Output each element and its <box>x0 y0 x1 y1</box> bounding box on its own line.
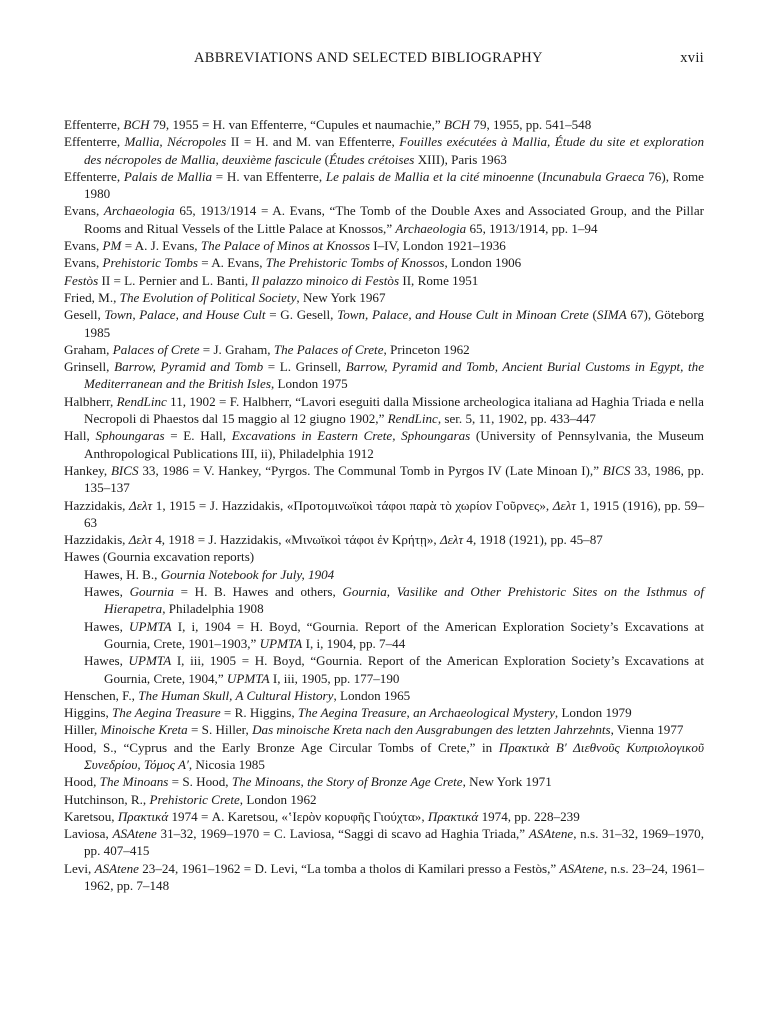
entry-text: ( <box>321 151 329 167</box>
entry-text: = A. J. Evans, <box>121 238 201 254</box>
entry-text: , n.s. 31–32, 1969–1970, pp. 407–415 <box>84 826 705 859</box>
entry-text: I, iii, 1905 = H. Boyd, “Gournia. Report of the American Exploration Society’s Excavations at Gournia, Crete, 1904,” <box>104 653 704 686</box>
entry-text: ( <box>588 307 597 323</box>
entry-italic-text: BCH <box>123 117 150 132</box>
entry-text: 65, 1913/1914 = A. Evans, “The Tomb of the Double Axes and Associated Group, and the Pillar Rooms and Ritual Vessels of the Little Palace at Knossos,” <box>84 203 704 236</box>
entry-text: , Vienna 1977 <box>610 722 684 738</box>
entry-text: Hutchinson, R., <box>64 791 150 807</box>
entry-text: Halbherr, <box>64 393 117 409</box>
bibliography-entry <box>64 704 704 721</box>
entry-italic-text: ASAtene <box>94 860 139 876</box>
entry-italic-text: RendLinc <box>116 393 167 409</box>
entry-text: Hawes (Gournia excavation reports) <box>64 549 255 565</box>
entry-text: Laviosa, <box>64 826 113 842</box>
entry-text: I, i, 1904, pp. 7–44 <box>302 635 406 651</box>
bibliography-subentry <box>64 583 704 618</box>
bibliography-entry <box>64 825 704 860</box>
bibliography-entry <box>64 133 704 168</box>
entry-text: 1, 1915 (1916), pp. 59–63 <box>84 497 704 530</box>
entry-italic-text: Archaeologia <box>395 220 467 236</box>
entry-text: 33, 1986 = V. Hankey, “Pyrgos. The Communal Tomb in Pyrgos IV (Late Minoan I),” <box>138 462 603 478</box>
entry-text: Evans, <box>64 238 103 254</box>
entry-italic-text: Das minoische Kreta nach den Ausgrabungen des letzten Jahrzehnts <box>252 722 611 738</box>
entry-text: , London 1979 <box>554 705 632 721</box>
entry-text: , Nicosia 1985 <box>188 756 265 772</box>
entry-italic-text: The Aegina Treasure <box>112 705 221 721</box>
bibliography-entry <box>64 739 704 774</box>
bibliography-subentry <box>64 566 704 583</box>
entry-text: 1974 = A. Karetsou, «ʽΙερὸν κορυφῆς Γιούχτα», <box>168 808 428 824</box>
bibliography-entry <box>64 306 704 341</box>
entry-italic-text: The Minoans <box>99 774 169 790</box>
entry-text: II = H. and M. van Effenterre, <box>226 134 400 150</box>
entry-text: Higgins, <box>64 705 113 721</box>
entry-italic-text: Δελτ <box>552 497 576 513</box>
entry-italic-text: Πρακτικά <box>117 808 169 824</box>
entry-text: Hood, S., “Cyprus and the Early Bronze Age Circular Tombs of Crete,” in <box>64 739 499 755</box>
entry-italic-text: Barrow, Pyramid and Tomb, Ancient Burial Customs in Egypt, the Mediterranean and the British Isles <box>84 359 705 392</box>
entry-text: 79, 1955 = H. van Effenterre, “Cupules et naumachie,” <box>149 117 444 132</box>
page-number: xvii <box>680 50 704 66</box>
entry-italic-text: Δελτ <box>129 497 153 513</box>
entry-italic-text: PM <box>102 238 122 254</box>
entry-text: , London 1975 <box>270 376 348 392</box>
entry-italic-text: Excavations in Eastern Crete, Sphoungaras <box>231 428 471 444</box>
entry-text: 65, 1913/1914, pp. 1–94 <box>466 220 598 236</box>
entry-text: Hawes, H. B., <box>84 566 161 582</box>
entry-italic-text: UPMTA <box>226 670 270 686</box>
entry-italic-text: Le palais de Mallia et la cité minoenne <box>325 168 534 184</box>
entry-text: Evans, <box>64 203 104 219</box>
entry-italic-text: Festòs <box>64 272 99 288</box>
entry-text: I, i, 1904 = H. Boyd, “Gournia. Report of the American Exploration Society’s Excavations at Gournia, Crete, 1901–1903,” <box>104 618 704 651</box>
entry-text: Hazzidakis, <box>64 497 130 513</box>
bibliography-entry <box>64 791 704 808</box>
entry-text: = A. Evans, <box>197 255 266 271</box>
entry-italic-text: Barrow, Pyramid and Tomb <box>114 359 264 375</box>
entry-text: XIII), Paris 1963 <box>414 151 507 167</box>
entry-italic-text: Gournia <box>129 584 174 600</box>
entry-italic-text: The Minoans, the Story of Bronze Age Crete <box>231 774 463 790</box>
entry-text: = G. Gesell, <box>265 307 338 323</box>
entry-italic-text: Mallia, Nécropoles <box>124 134 227 150</box>
entry-text: Evans, <box>64 255 103 271</box>
entry-text: , n.s. 23–24, 1961–1962, pp. 7–148 <box>84 860 704 894</box>
entry-italic-text: Πρακτικὰ Β′ Διεθνοῦς Κυπριολογικοῦ Συνεδρίου, Τόμος Α′ <box>84 739 704 772</box>
entry-text: 33, 1986, pp. 135–137 <box>84 462 704 496</box>
bibliography-list <box>64 116 704 894</box>
entry-italic-text: Archaeologia <box>103 203 175 219</box>
entry-italic-text: Town, Palace, and House Cult in Minoan Crete <box>337 307 589 323</box>
entry-text: (University of Pennsylvania, the Museum Anthropological Publications III, ii), Philadelphia 1912 <box>84 428 704 461</box>
entry-text: Hawes, <box>84 618 129 634</box>
entry-italic-text: UPMTA <box>128 618 172 634</box>
entry-text: 23–24, 1961–1962 = D. Levi, “La tomba a tholos di Kamilari presso a Festòs,” <box>138 860 560 876</box>
entry-italic-text: Δελτ <box>128 532 152 548</box>
entry-text: Hazzidakis, <box>64 532 129 548</box>
entry-text: = L. Grinsell, <box>263 359 346 375</box>
entry-italic-text: ASAtene <box>559 860 604 876</box>
entry-text: Effenterre, <box>64 168 124 184</box>
entry-text: 31–32, 1969–1970 = C. Laviosa, “Saggi di scavo ad Haghia Triada,” <box>156 826 529 842</box>
entry-text: 67), Göteborg 1985 <box>84 307 705 340</box>
bibliography-entry <box>64 358 704 393</box>
entry-text: Hawes, <box>84 584 130 600</box>
entry-text: , London 1906 <box>444 255 522 271</box>
entry-italic-text: The Aegina Treasure, an Archaeological Mystery <box>297 705 555 721</box>
entry-text: Gesell, <box>64 307 105 323</box>
entry-text: Hood, <box>64 774 100 790</box>
entry-italic-text: Études crétoises <box>328 151 415 167</box>
entry-italic-text: RendLinc <box>387 411 438 427</box>
bibliography-entry <box>64 237 704 254</box>
bibliography-entry <box>64 462 704 497</box>
entry-text: Graham, <box>64 341 113 357</box>
entry-italic-text: Gournia, Vasilike and Other Prehistoric Sites on the Isthmus of Hierapetra <box>104 584 704 617</box>
entry-italic-text: BCH <box>443 117 471 132</box>
entry-italic-text: UPMTA <box>128 653 172 669</box>
entry-italic-text: Prehistoric Tombs <box>102 255 198 271</box>
entry-italic-text: Palaces of Crete <box>112 341 200 357</box>
entry-text: 79, 1955, pp. 541–548 <box>470 117 592 132</box>
bibliography-entry <box>64 687 704 704</box>
entry-text: = S. Hiller, <box>187 722 253 738</box>
entry-italic-text: BICS <box>602 462 631 478</box>
entry-text: , New York 1967 <box>296 289 386 305</box>
entry-text: Grinsell, <box>64 359 115 375</box>
entry-text: 4, 1918 = J. Hazzidakis, «Μινωϊκοὶ τάφοι ἐν Κρήτῃ», <box>151 532 440 548</box>
entry-italic-text: Πρακτικά <box>427 808 479 824</box>
entry-text: = E. Hall, <box>164 428 232 444</box>
entry-text: , Philadelphia 1908 <box>162 601 264 617</box>
bibliography-subentry <box>64 652 704 687</box>
entry-text: I, iii, 1905, pp. 177–190 <box>269 670 400 686</box>
bibliography-subentry <box>64 618 704 653</box>
entry-italic-text: BICS <box>110 462 139 478</box>
entry-text: II, Rome 1951 <box>399 272 479 288</box>
entry-text: = H. van Effenterre, <box>212 168 326 184</box>
entry-italic-text: ASAtene <box>528 826 574 842</box>
bibliography-entry <box>64 773 704 790</box>
entry-text: Fried, M., <box>64 289 120 305</box>
entry-italic-text: The Prehistoric Tombs of Knossos <box>265 255 445 271</box>
entry-italic-text: UPMTA <box>259 635 303 651</box>
entry-text: Hawes, <box>84 653 129 669</box>
entry-italic-text: The Palaces of Crete <box>273 341 384 357</box>
entry-italic-text: SIMA <box>596 307 627 323</box>
bibliography-entry <box>64 808 704 825</box>
entry-text: 1, 1915 = J. Hazzidakis, «Προτομινωϊκοὶ τάφοι παρὰ τὸ χωρίον Γοῦρνες», <box>152 497 553 513</box>
entry-italic-text: Prehistoric Crete <box>149 791 240 807</box>
bibliography-entry <box>64 860 704 895</box>
bibliography-entry <box>64 341 704 358</box>
entry-text: = J. Graham, <box>199 341 274 357</box>
entry-italic-text: Fouilles exécutées à Mallia, Étude du site et exploration des nécropoles de Mallia, deuxième fascicule <box>84 134 704 167</box>
entry-italic-text: Incunabula Graeca <box>541 168 645 184</box>
entry-text: Effenterre, <box>64 134 125 150</box>
entry-italic-text: Δελτ <box>439 532 464 548</box>
entry-text: Hankey, <box>64 462 111 478</box>
entry-text: , London 1962 <box>239 791 317 807</box>
bibliography-entry <box>64 289 704 306</box>
entry-text: Effenterre, <box>64 117 124 132</box>
entry-text: , ser. 5, 11, 1902, pp. 433–447 <box>437 411 596 427</box>
bibliography-entry <box>64 531 704 548</box>
entry-text: II = L. Pernier and L. Banti, <box>98 272 252 288</box>
entry-text: = R. Higgins, <box>220 705 298 721</box>
bibliography-entry <box>64 116 704 133</box>
entry-italic-text: Minoische Kreta <box>100 722 188 738</box>
entry-text: Hall, <box>64 428 96 444</box>
entry-italic-text: Town, Palace, and House Cult <box>104 307 266 323</box>
entry-text: ( <box>533 168 542 184</box>
entry-text: Karetsou, <box>64 808 118 824</box>
entry-italic-text: Palais de Mallia <box>123 168 213 184</box>
bibliography-entry <box>64 272 704 289</box>
entry-text: Henschen, F., <box>64 687 139 703</box>
page-title: ABBREVIATIONS AND SELECTED BIBLIOGRAPHY <box>194 50 543 66</box>
entry-text: , London 1965 <box>333 687 411 703</box>
running-header <box>64 50 704 70</box>
bibliography-entry <box>64 497 704 532</box>
bibliography-entry <box>64 427 704 462</box>
entry-text: 11, 1902 = F. Halbherr, “Lavori eseguiti dalla Missione archeologica italiana ad Haghia Triada e nella Necropoli di Phaestos dal 15 maggio al 12 giugno 1902,” <box>84 393 704 427</box>
entry-text: Hiller, <box>64 722 101 738</box>
bibliography-entry <box>64 254 704 271</box>
bibliography-entry <box>64 168 704 203</box>
entry-italic-text: ASAtene <box>112 826 157 842</box>
bibliography-entry <box>64 393 704 428</box>
entry-text: 1974, pp. 228–239 <box>478 808 580 824</box>
entry-text: = S. Hood, <box>168 774 232 790</box>
entry-text: 76), Rome 1980 <box>84 168 704 202</box>
entry-text: , Princeton 1962 <box>383 341 470 357</box>
entry-text: = H. B. Hawes and others, <box>173 584 343 600</box>
bibliography-entry <box>64 202 704 237</box>
entry-italic-text: Sphoungaras <box>95 428 165 444</box>
entry-text: 4, 1918 (1921), pp. 45–87 <box>463 532 603 548</box>
entry-text: Levi, <box>64 860 95 876</box>
entry-italic-text: The Human Skull, A Cultural History <box>138 687 334 703</box>
bibliography-entry <box>64 721 704 738</box>
entry-text: I–IV, London 1921–1936 <box>370 238 506 254</box>
bibliography-entry <box>64 548 704 565</box>
entry-italic-text: The Palace of Minos at Knossos <box>200 238 370 254</box>
entry-text: , New York 1971 <box>462 774 552 790</box>
entry-italic-text: Gournia Notebook for July, 1904 <box>160 566 335 582</box>
entry-italic-text: The Evolution of Political Society <box>119 289 297 305</box>
entry-italic-text: Il palazzo minoico di Festòs <box>251 272 400 288</box>
